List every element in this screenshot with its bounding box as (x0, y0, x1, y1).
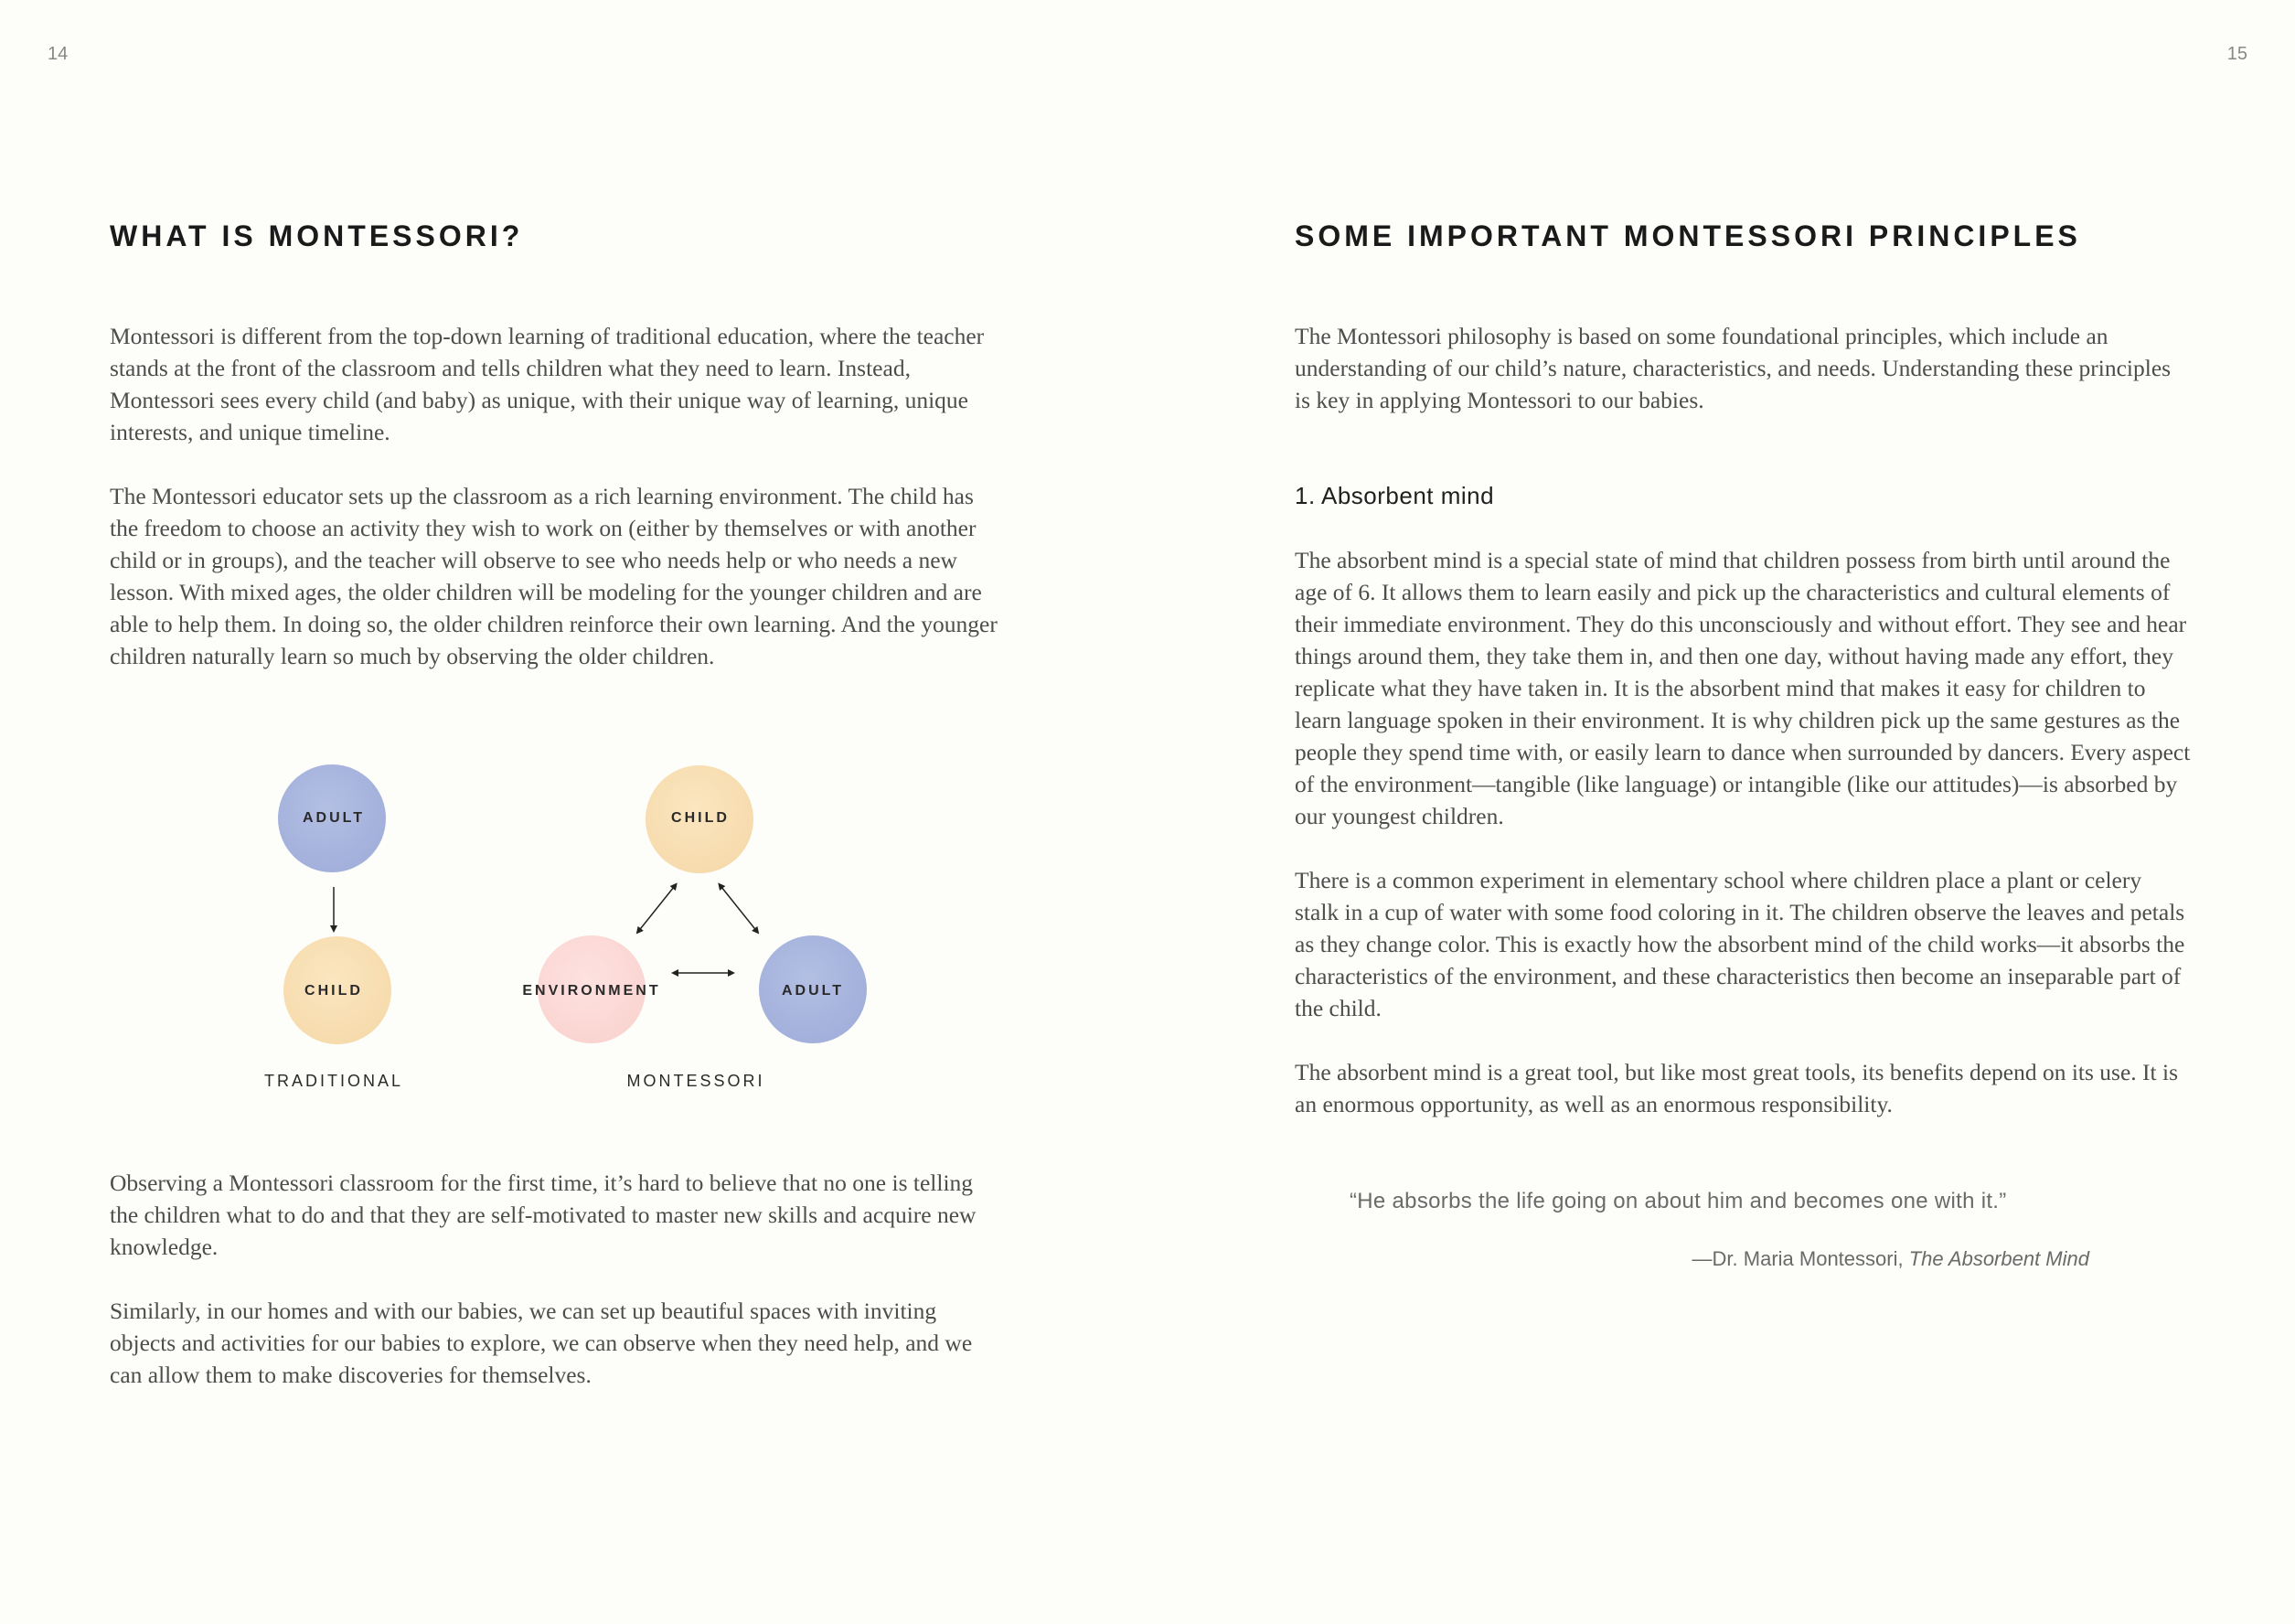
section-heading-what-is-montessori: WHAT IS MONTESSORI? (110, 219, 524, 252)
traditional-vs-montessori-diagram (0, 732, 1148, 1116)
traditional-caption: TRADITIONAL (263, 1072, 404, 1090)
traditional-adult-label: ADULT (302, 810, 366, 826)
subheading-absorbent-mind: 1. Absorbent mind (1295, 482, 1495, 509)
paragraph: The Montessori philosophy is based on some foundational principles, which include an understanding of our child’s nature, characteristics, and needs. Understanding these principles is key in applying Montessori to our babies. (1295, 323, 2172, 413)
left-intro-column (110, 320, 1006, 704)
quote-book-title: The Absorbent Mind (1908, 1247, 2089, 1270)
left-closing-column (110, 1167, 1006, 1423)
quote-author: —Dr. Maria Montessori, (1692, 1247, 1909, 1270)
page-number-left: 14 (48, 44, 69, 64)
paragraph: The absorbent mind is a great tool, but like most great tools, its benefits depend on its use. It is an enormous opportunity, as well as an enormous responsibility. (1295, 1059, 2178, 1117)
arrow-child-environment (637, 887, 674, 933)
paragraph: Montessori is different from the top-down learning of traditional education, where the teacher stands at the front of the classroom and tells children what they need to learn. Instead, Montessori sees every child (and baby) as unique, with their unique way of learning, unique interests, and unique timeline. (110, 323, 985, 445)
paragraph: The absorbent mind is a special state of mind that children possess from birth until around the age of 6. It allows them to learn easily and pick up the characteristics and cultural elements of their immediate environment. They do this unconsciously and without effort. They see and hear things around them, they take them in, and then one day, without having made any effort, they replicate what they have taken in. It is the absorbent mind that makes it easy for children to learn language spoken in their environment. It is why children pick up the same gestures as the people they spend time with, or easily learn to dance when surrounded by dancers. Every aspect of the environment—tangible (like language) or intangible (like our attitudes)—is absorbed by our youngest children. (1295, 547, 2191, 829)
arrow-child-adult (721, 887, 758, 933)
quote-attribution (1692, 1247, 2089, 1271)
diagram-arrows (0, 732, 1148, 1116)
right-page (1148, 0, 2295, 1624)
pull-quote: “He absorbs the life going on about him and becomes one with it.” (1350, 1189, 2007, 1213)
section-heading-principles: SOME IMPORTANT MONTESSORI PRINCIPLES (1295, 219, 2081, 252)
page-number-right: 15 (2226, 44, 2247, 64)
paragraph: Observing a Montessori classroom for the first time, it’s hard to believe that no one is telling the children what to do and that they are self-motivated to master new skills and acquire new knowledge. (110, 1170, 977, 1260)
montessori-adult-label: ADULT (781, 983, 845, 999)
montessori-child-label: CHILD (671, 810, 730, 826)
paragraph: The Montessori educator sets up the classroom as a rich learning environment. The child has the freedom to choose an activity they wish to work on (either by themselves or with another child or in groups), and the teacher will observe to see who needs help or who needs a new lesson. With mixed ages, the older children will be modeling for the younger children and are able to help them. In doing so, the older children reinforce their own learning. And the younger children naturally learn so much by observing the older children. (110, 483, 998, 669)
traditional-child-label: CHILD (304, 983, 363, 999)
paragraph: Similarly, in our homes and with our babies, we can set up beautiful spaces with inviting objects and activities for our babies to explore, we can observe when they need help, and we can allow them to make discoveries for themselves. (110, 1298, 973, 1388)
montessori-caption: MONTESSORI (626, 1072, 765, 1090)
right-column (1295, 320, 2191, 1152)
paragraph: There is a common experiment in elementary school where children place a plant or celery stalk in a cup of water with some food coloring in it. The children observe the leaves and petals as they change color. This is exactly how the absorbent mind of the child works—it absorbs the characteristics of the environment, and these characteristics then become an inseparable part of the child. (1295, 867, 2185, 1021)
montessori-environment-label: ENVIRONMENT (522, 983, 661, 999)
